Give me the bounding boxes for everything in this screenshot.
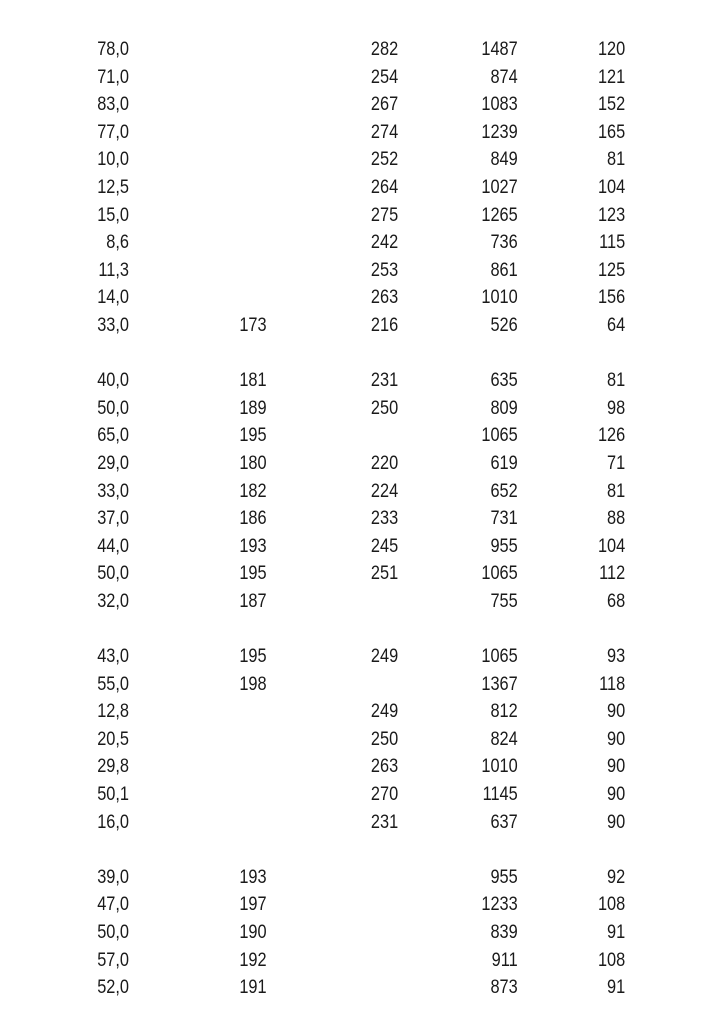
cell: 68 [607, 590, 626, 612]
cell: 50,1 [97, 784, 129, 806]
cell: 1065 [481, 425, 518, 447]
table-row [0, 450, 708, 478]
cell: 955 [490, 866, 518, 888]
cell: 267 [370, 94, 399, 116]
cell: 90 [607, 756, 626, 778]
cell: 224 [370, 480, 399, 502]
table-group [0, 367, 708, 615]
cell: 16,0 [97, 811, 129, 833]
table-row [0, 919, 708, 947]
table-row [0, 864, 708, 892]
cell: 152 [597, 94, 626, 116]
cell: 29,8 [97, 756, 129, 778]
cell: 90 [607, 784, 626, 806]
cell: 11,3 [98, 259, 129, 281]
cell: 249 [370, 701, 399, 723]
cell: 44,0 [97, 535, 129, 557]
cell: 736 [490, 232, 518, 254]
cell: 156 [597, 287, 626, 309]
cell: 192 [239, 949, 267, 971]
cell: 849 [490, 149, 518, 171]
cell: 233 [370, 508, 399, 530]
cell: 191 [239, 977, 267, 999]
table-row [0, 367, 708, 395]
cell: 250 [370, 728, 399, 750]
table-row [0, 809, 708, 837]
cell: 874 [490, 66, 518, 88]
cell: 1233 [481, 894, 518, 916]
cell: 195 [239, 425, 267, 447]
cell: 1487 [481, 39, 518, 60]
cell: 619 [490, 452, 518, 474]
cell: 193 [239, 866, 267, 888]
table-row [0, 284, 708, 312]
cell: 1145 [482, 784, 518, 806]
cell: 104 [597, 176, 626, 198]
cell: 1010 [481, 756, 518, 778]
cell: 47,0 [97, 894, 129, 916]
cell: 78,0 [97, 39, 129, 60]
cell: 52,0 [97, 977, 129, 999]
table-group [0, 36, 708, 340]
cell: 1065 [481, 563, 518, 585]
cell: 120 [597, 39, 626, 60]
table-row [0, 588, 708, 616]
cell: 50,0 [97, 563, 129, 585]
cell: 71 [607, 452, 626, 474]
cell: 90 [607, 728, 626, 750]
cell: 197 [239, 894, 267, 916]
cell: 195 [239, 646, 267, 668]
table-group [0, 864, 708, 1002]
table-row [0, 422, 708, 450]
table-row [0, 643, 708, 671]
cell: 92 [607, 866, 626, 888]
cell: 1239 [481, 121, 518, 143]
table-row [0, 312, 708, 340]
cell: 93 [607, 646, 626, 668]
cell: 187 [239, 590, 267, 612]
table-row [0, 202, 708, 230]
cell: 955 [490, 535, 518, 557]
cell: 270 [370, 784, 399, 806]
cell: 190 [239, 922, 267, 943]
cell: 104 [597, 535, 626, 557]
cell: 254 [370, 66, 399, 88]
cell: 50,0 [97, 397, 129, 419]
cell: 91 [607, 977, 626, 999]
cell: 274 [370, 121, 399, 143]
cell: 81 [607, 149, 626, 171]
cell: 1367 [481, 673, 518, 695]
table-row [0, 146, 708, 174]
cell: 873 [490, 977, 518, 999]
cell: 1010 [481, 287, 518, 309]
cell: 10,0 [97, 149, 129, 171]
table-row [0, 64, 708, 92]
cell: 64 [607, 314, 626, 336]
cell: 839 [490, 922, 518, 943]
cell: 118 [599, 673, 626, 695]
cell: 50,0 [97, 922, 129, 943]
cell: 193 [239, 535, 267, 557]
cell: 911 [491, 949, 518, 971]
table-row [0, 505, 708, 533]
cell: 231 [370, 811, 399, 833]
cell: 65,0 [97, 425, 129, 447]
cell: 731 [490, 508, 518, 530]
cell: 90 [607, 811, 626, 833]
cell: 12,5 [97, 176, 129, 198]
table-row [0, 174, 708, 202]
cell: 250 [370, 397, 399, 419]
cell: 253 [370, 259, 399, 281]
cell: 37,0 [97, 508, 129, 530]
cell: 71,0 [97, 66, 129, 88]
cell: 123 [597, 204, 626, 226]
table-row [0, 533, 708, 561]
table-row [0, 119, 708, 147]
cell: 263 [370, 287, 399, 309]
cell: 108 [597, 949, 626, 971]
cell: 189 [239, 397, 267, 419]
table-row [0, 560, 708, 588]
table-row [0, 974, 708, 1002]
table-row [0, 395, 708, 423]
cell: 220 [370, 452, 399, 474]
cell: 43,0 [97, 646, 129, 668]
cell: 249 [370, 646, 399, 668]
cell: 15,0 [97, 204, 129, 226]
cell: 115 [599, 232, 626, 254]
cell: 165 [597, 121, 626, 143]
cell: 1265 [481, 204, 518, 226]
cell: 121 [597, 66, 626, 88]
cell: 231 [370, 370, 399, 392]
cell: 90 [607, 701, 626, 723]
cell: 81 [607, 480, 626, 502]
cell: 275 [370, 204, 399, 226]
cell: 809 [490, 397, 518, 419]
cell: 14,0 [97, 287, 129, 309]
cell: 88 [607, 508, 626, 530]
table-group [0, 643, 708, 836]
cell: 198 [239, 673, 267, 695]
cell: 186 [239, 508, 267, 530]
cell: 182 [239, 480, 267, 502]
cell: 635 [490, 370, 518, 392]
data-table [0, 36, 708, 1002]
cell: 1065 [481, 646, 518, 668]
cell: 57,0 [97, 949, 129, 971]
cell: 126 [597, 425, 626, 447]
cell: 55,0 [97, 673, 129, 695]
cell: 251 [370, 563, 399, 585]
cell: 861 [490, 259, 518, 281]
cell: 40,0 [97, 370, 129, 392]
cell: 29,0 [97, 452, 129, 474]
table-row [0, 891, 708, 919]
cell: 33,0 [97, 480, 129, 502]
table-row [0, 229, 708, 257]
table-row [0, 91, 708, 119]
table-row [0, 478, 708, 506]
cell: 652 [490, 480, 518, 502]
cell: 8,6 [106, 232, 129, 254]
cell: 12,8 [97, 701, 129, 723]
cell: 264 [370, 176, 399, 198]
table-row [0, 36, 708, 64]
table-row [0, 257, 708, 285]
cell: 637 [490, 811, 518, 833]
table-row [0, 753, 708, 781]
cell: 77,0 [97, 121, 129, 143]
table-row [0, 947, 708, 975]
cell: 112 [599, 563, 626, 585]
table-row [0, 781, 708, 809]
table-row [0, 698, 708, 726]
cell: 98 [607, 397, 626, 419]
cell: 216 [370, 314, 399, 336]
cell: 282 [370, 39, 399, 60]
cell: 824 [490, 728, 518, 750]
cell: 180 [239, 452, 267, 474]
table-row [0, 726, 708, 754]
cell: 812 [490, 701, 518, 723]
cell: 1027 [481, 176, 518, 198]
cell: 252 [370, 149, 399, 171]
cell: 173 [239, 314, 267, 336]
cell: 245 [370, 535, 399, 557]
cell: 39,0 [97, 866, 129, 888]
cell: 81 [607, 370, 626, 392]
cell: 181 [239, 370, 267, 392]
cell: 263 [370, 756, 399, 778]
cell: 125 [597, 259, 626, 281]
cell: 33,0 [97, 314, 129, 336]
cell: 755 [490, 590, 518, 612]
cell: 1083 [481, 94, 518, 116]
cell: 83,0 [97, 94, 129, 116]
cell: 20,5 [97, 728, 129, 750]
cell: 32,0 [97, 590, 129, 612]
cell: 526 [490, 314, 518, 336]
cell: 108 [597, 894, 626, 916]
cell: 242 [370, 232, 399, 254]
cell: 91 [607, 922, 626, 943]
table-row [0, 671, 708, 699]
cell: 195 [239, 563, 267, 585]
